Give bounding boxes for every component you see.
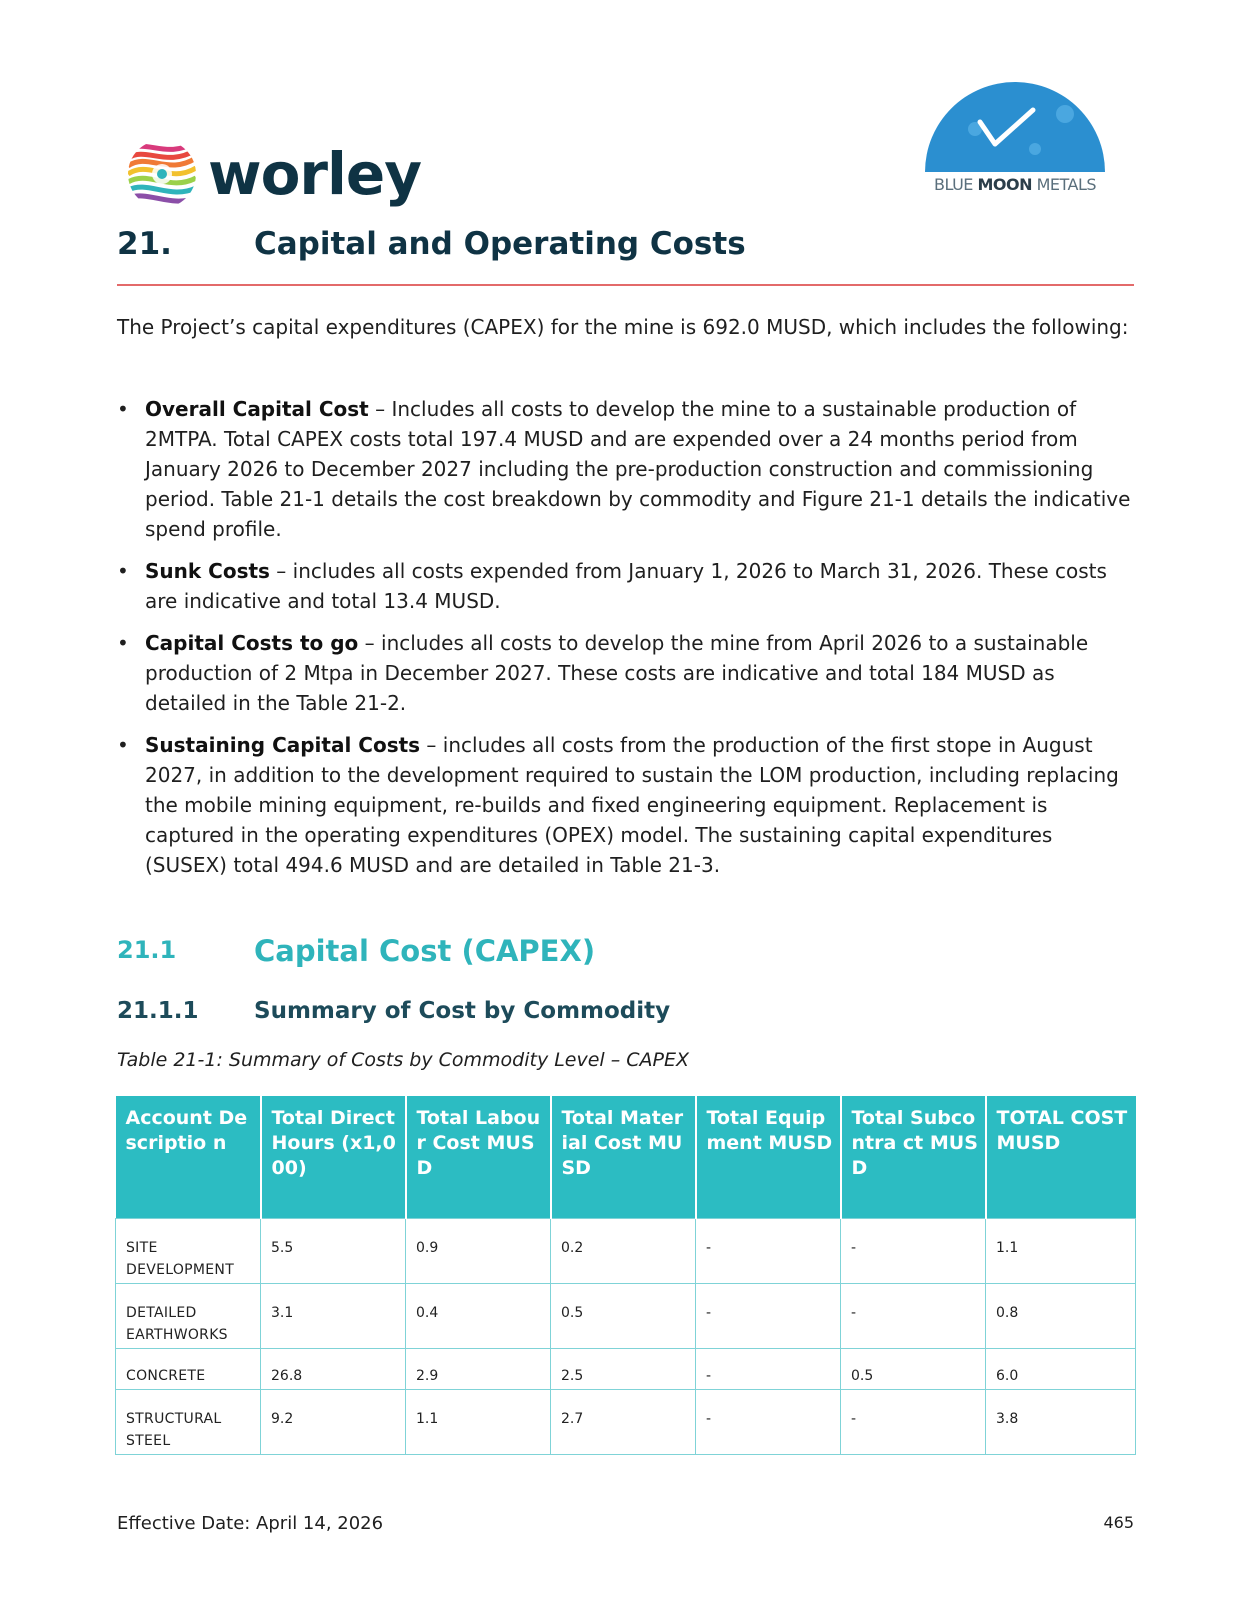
worley-wordmark: worley <box>208 140 422 208</box>
table-cell: - <box>841 1284 986 1349</box>
table-cell: DETAILED EARTHWORKS <box>116 1284 261 1349</box>
bullet-term: Sustaining Capital Costs <box>145 733 421 757</box>
list-item <box>117 556 1137 616</box>
table-cell: STRUCTURAL STEEL <box>116 1390 261 1455</box>
table-row <box>116 1349 1136 1390</box>
table-header-row <box>116 1096 1136 1219</box>
section-title: Capital and Operating Costs <box>254 226 746 262</box>
subsection-number: 21.1 <box>117 936 177 964</box>
bullet-term: Sunk Costs <box>145 559 270 583</box>
moon-icon <box>915 74 1115 174</box>
bullet-term: Overall Capital Cost <box>145 397 369 421</box>
table-cell: 1.1 <box>406 1390 551 1455</box>
table-cell: 2.7 <box>551 1390 696 1455</box>
table-cell: - <box>696 1390 841 1455</box>
table-cell: 1.1 <box>986 1219 1136 1284</box>
table-cell: 3.8 <box>986 1390 1136 1455</box>
table-cell: 0.8 <box>986 1284 1136 1349</box>
bullet-text: – includes all costs to develop the mine from April 2026 to a sustainable production of 2 Mtpa in December 2027. These costs are indicative and total 184 MUSD as detailed in the Table 21-2. <box>145 631 1089 715</box>
heading-divider <box>117 284 1134 286</box>
table-cell: 0.5 <box>551 1284 696 1349</box>
table-cell: SITE DEVELOPMENT <box>116 1219 261 1284</box>
column-header: Account Descriptio n <box>116 1096 261 1219</box>
table-cell: - <box>696 1284 841 1349</box>
bullet-text: – Includes all costs to develop the mine to a sustainable production of 2MTPA. Total CAPEX costs total 197.4 MUSD and are expended over a 24 months period from January 2026 to December 2027 including the pre-production construction and commissioning period. Table 21-1 details the cost breakdown by commodity and Figure 21-1 details the indicative spend profile. <box>145 397 1131 541</box>
table-row <box>116 1284 1136 1349</box>
table-cell: 3.1 <box>261 1284 406 1349</box>
blue-moon-metals-wordmark: BLUE MOON METALS <box>933 175 1097 194</box>
list-item <box>117 628 1137 718</box>
table-cell: 6.0 <box>986 1349 1136 1390</box>
cost-bullet-list <box>117 394 1137 892</box>
worley-swirl-icon <box>126 138 198 210</box>
column-header: Total Labour Cost MUSD <box>406 1096 551 1219</box>
table-cell: 0.2 <box>551 1219 696 1284</box>
effective-date: Effective Date: April 14, 2026 <box>117 1513 384 1534</box>
column-header: Total Direct Hours (x1,000) <box>261 1096 406 1219</box>
table-row <box>116 1219 1136 1284</box>
worley-logo <box>126 134 421 214</box>
blue-moon-metals-logo <box>915 74 1115 204</box>
column-header: Total Subcontra ct MUSD <box>841 1096 986 1219</box>
column-header: Total Equipment MUSD <box>696 1096 841 1219</box>
intro-paragraph: The Project’s capital expenditures (CAPEX) for the mine is 692.0 MUSD, which includes the following: <box>117 315 1129 339</box>
subsection-title: Capital Cost (CAPEX) <box>254 934 596 968</box>
bullet-text: – includes all costs expended from January 1, 2026 to March 31, 2026. These costs are indicative and total 13.4 MUSD. <box>145 559 1107 613</box>
column-header: Total Material Cost MUSD <box>551 1096 696 1219</box>
table-cell: 2.5 <box>551 1349 696 1390</box>
table-cell: - <box>841 1390 986 1455</box>
table-cell: - <box>841 1219 986 1284</box>
capex-summary-table <box>115 1096 1136 1455</box>
subsubsection-title: Summary of Cost by Commodity <box>254 998 671 1024</box>
table-cell: 0.4 <box>406 1284 551 1349</box>
table-cell: 5.5 <box>261 1219 406 1284</box>
table-cell: 2.9 <box>406 1349 551 1390</box>
table-caption: Table 21-1: Summary of Costs by Commodity Level – CAPEX <box>117 1049 690 1071</box>
table-row <box>116 1390 1136 1455</box>
bullet-term: Capital Costs to go <box>145 631 359 655</box>
table-cell: - <box>696 1219 841 1284</box>
table-cell: 0.9 <box>406 1219 551 1284</box>
table-cell: CONCRETE <box>116 1349 261 1390</box>
table-cell: 0.5 <box>841 1349 986 1390</box>
table-cell: 26.8 <box>261 1349 406 1390</box>
column-header: TOTAL COST MUSD <box>986 1096 1136 1219</box>
list-item <box>117 730 1137 880</box>
bullet-text: – includes all costs from the production of the first stope in August 2027, in addition to the development required to sustain the LOM production, including replacing the mobile mining equipment, re-builds and fixed engineering equipment. Replacement is captured in the operating expenditures (OPEX) model. The sustaining capital expenditures (SUSEX) total 494.6 MUSD and are detailed in Table 21-3. <box>145 733 1119 877</box>
subsubsection-number: 21.1.1 <box>117 998 199 1024</box>
table-cell: - <box>696 1349 841 1390</box>
page-number: 465 <box>1103 1513 1134 1532</box>
table-cell: 9.2 <box>261 1390 406 1455</box>
list-item <box>117 394 1137 544</box>
section-number: 21. <box>117 226 172 262</box>
